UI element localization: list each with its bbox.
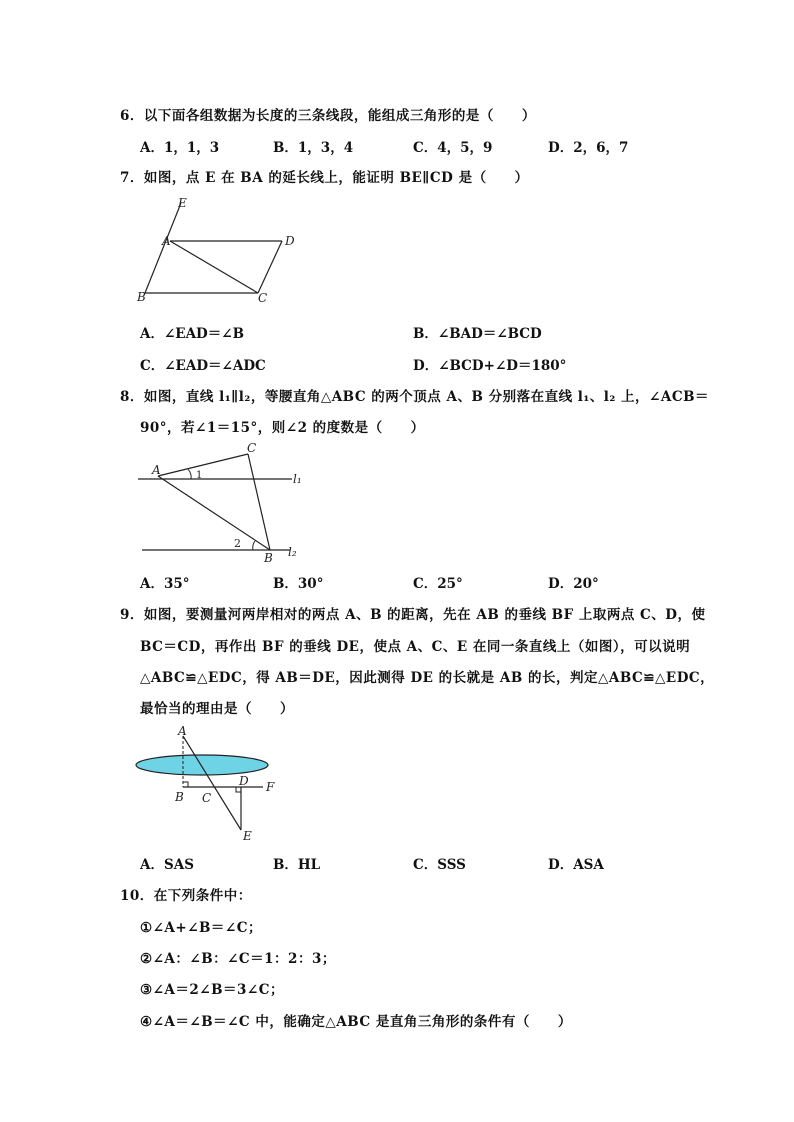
label-A: A (162, 234, 171, 248)
label-E: E (243, 829, 252, 843)
q7-option-a: A．∠EAD＝∠B (140, 326, 244, 342)
q6-stem: 6．以下面各组数据为长度的三条线段，能组成三角形的是（ ） (120, 108, 536, 124)
q9-stem-line3: △ABC≌△EDC，得 AB＝DE，因此测得 DE 的长就是 AB 的长，判定△ABC≌△EDC， (140, 670, 715, 686)
label-l2: l₂ (288, 545, 297, 559)
line-AC (170, 241, 258, 293)
label-angle-1: 1 (196, 470, 203, 481)
q8-triangle-figure (138, 438, 308, 563)
q9-stem-line4: 最恰当的理由是（ ） (140, 701, 294, 717)
q9-river-figure (135, 724, 285, 844)
q7-parallelogram-figure (130, 195, 310, 310)
q6-option-a: A．1，1，3 (140, 140, 220, 156)
q8-stem-line2: 90°，若∠1＝15°，则∠2 的度数是（ ） (140, 420, 425, 436)
q7-option-b: B．∠BAD＝∠BCD (413, 326, 542, 342)
river-ellipse (136, 755, 268, 775)
label-F: F (266, 780, 275, 794)
q7-option-d: D．∠BCD+∠D＝180° (413, 358, 567, 374)
q9-stem-line2: BC＝CD，再作出 BF 的垂线 DE，使点 A、C、E 在同一条直线上（如图），可以说明 (140, 639, 691, 655)
q8-option-b: B．30° (273, 576, 324, 592)
q10-condition-4: ④∠A＝∠B＝∠C 中，能确定△ABC 是直角三角形的条件有（ ） (140, 1014, 572, 1030)
label-D: D (239, 774, 249, 788)
q10-condition-1: ①∠A+∠B＝∠C； (140, 920, 262, 936)
label-l1: l₁ (293, 472, 302, 486)
side-AC (158, 454, 248, 476)
label-B: B (175, 790, 184, 804)
label-B: B (264, 551, 273, 565)
label-E: E (178, 196, 187, 210)
q7-option-c: C．∠EAD＝∠ADC (140, 358, 266, 374)
label-angle-2: 2 (234, 537, 241, 550)
side-AB (158, 476, 270, 550)
q8-stem-line1: 8．如图，直线 l₁∥l₂，等腰直角△ABC 的两个顶点 A、B 分别落在直线 l₁、l₂ 上，∠ACB＝ (120, 389, 709, 405)
angle-2-arc (253, 541, 255, 550)
label-A: A (152, 463, 161, 477)
line-DC (258, 241, 282, 293)
q8-option-d: D．20° (548, 576, 599, 592)
q8-option-a: A．35° (140, 576, 190, 592)
label-C: C (202, 791, 212, 805)
q9-option-b: B．HL (273, 857, 321, 873)
q6-option-c: C．4，5，9 (413, 140, 493, 156)
q9-option-a: A．SAS (140, 857, 194, 873)
q8-option-c: C．25° (413, 576, 463, 592)
label-B: B (137, 290, 146, 304)
q6-option-b: B．1，3，4 (273, 140, 354, 156)
q10-condition-2: ②∠A：∠B：∠C＝1：2：3； (140, 951, 336, 967)
q9-option-d: D．ASA (548, 857, 604, 873)
side-CB (248, 454, 270, 550)
q9-option-c: C．SSS (413, 857, 466, 873)
q6-option-d: D．2，6，7 (548, 140, 629, 156)
label-C: C (247, 441, 257, 455)
q10-condition-3: ③∠A＝2∠B＝3∠C； (140, 982, 284, 998)
label-C: C (258, 291, 268, 305)
right-angle-B (183, 782, 188, 787)
label-A: A (178, 724, 187, 738)
q9-stem-line1: 9．如图，要测量河两岸相对的两点 A、B 的距离，先在 AB 的垂线 BF 上取两点 C、D，使 (120, 607, 706, 623)
line-AE (183, 736, 241, 830)
label-D: D (285, 234, 295, 248)
q7-stem: 7．如图，点 E 在 BA 的延长线上，能证明 BE∥CD 是（ ） (120, 170, 529, 186)
line-EB (145, 203, 181, 293)
q10-stem: 10．在下列条件中： (120, 888, 252, 904)
angle-1-arc (188, 469, 191, 479)
